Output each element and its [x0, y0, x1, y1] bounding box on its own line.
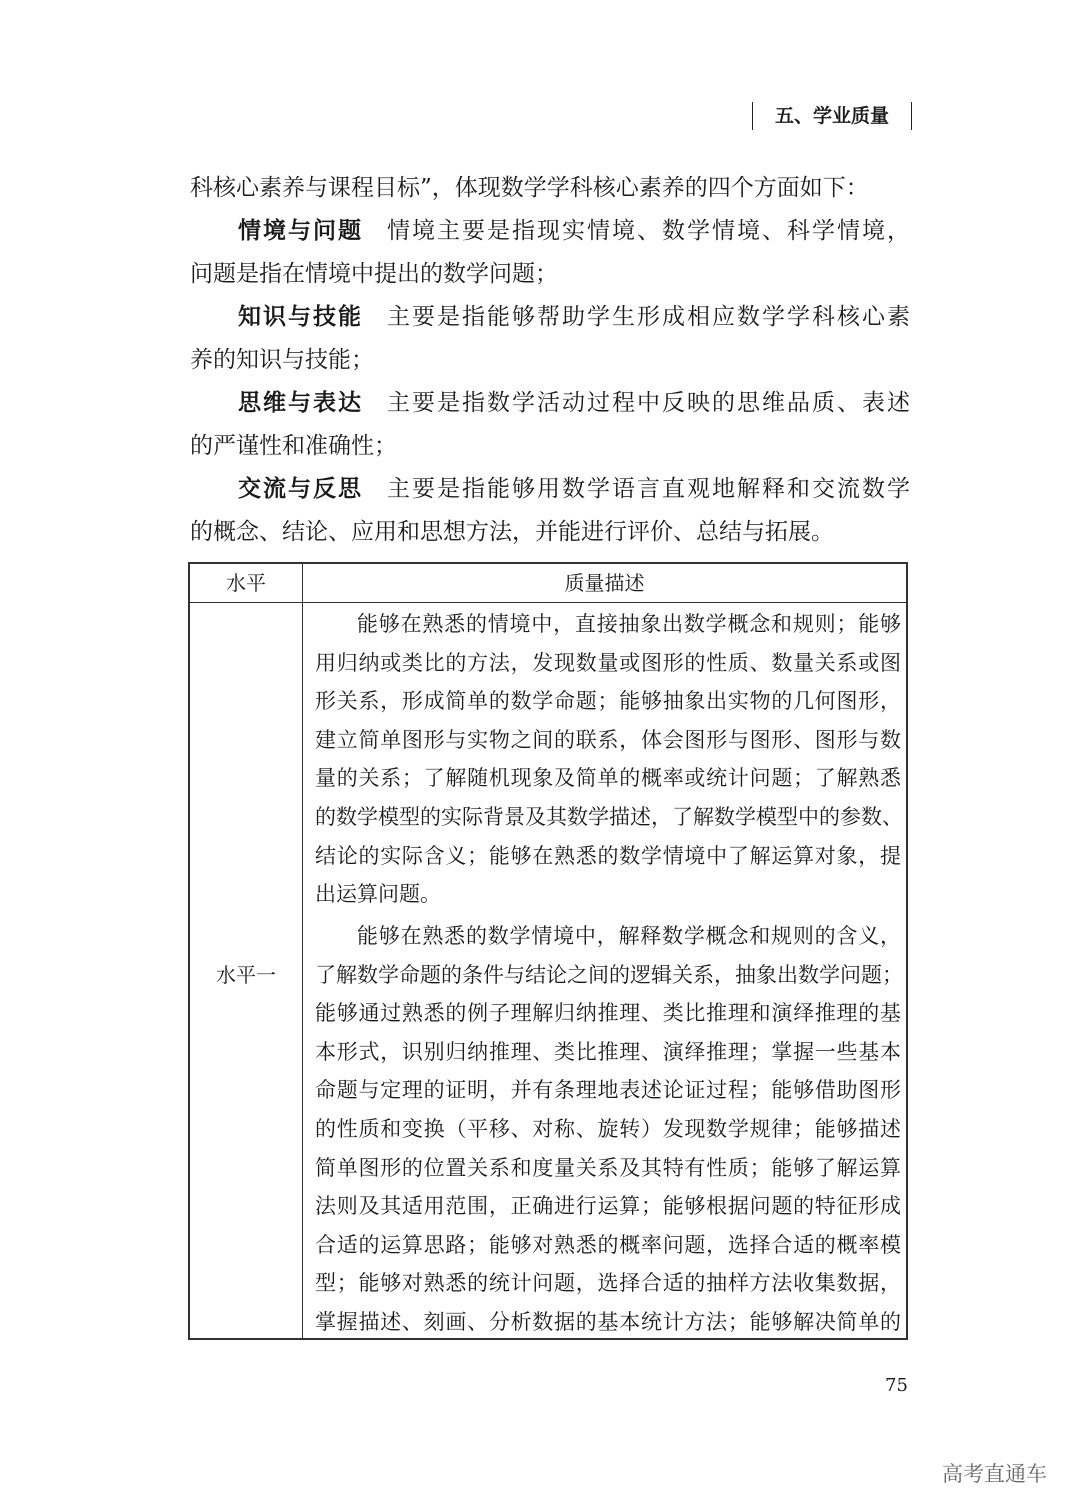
description-line: 结论的实际含义；能够在熟悉的数学情境中了解运算对象，提 — [315, 843, 901, 868]
quality-table — [188, 562, 908, 1340]
item-continuation-line: 的严谨性和准确性； — [190, 433, 397, 459]
description-line: 形关系，形成简单的数学命题；能够抽象出实物的几何图形， — [315, 689, 901, 714]
header-description: 质量描述 — [564, 571, 645, 595]
header-divider — [190, 602, 906, 603]
description-line: 掌握描述、刻画、分析数据的基本统计方法；能够解决简单的 — [315, 1310, 901, 1334]
item-text: 主要是指能够帮助学生形成相应数学学科核心素 — [387, 304, 910, 330]
description-line: 的性质和变换（平移、对称、旋转）发现数学规律；能够描述 — [315, 1117, 901, 1141]
description-line: 命题与定理的证明，并有条理地表述论证过程；能够借助图形 — [315, 1078, 901, 1103]
item-first-line — [238, 474, 910, 504]
level-label: 水平一 — [216, 963, 276, 987]
description-line: 了解数学命题的条件与结论之间的逻辑关系，抽象出数学问题； — [315, 962, 903, 987]
description-line: 能够通过熟悉的例子理解归纳推理、类比推理和演绎推理的基 — [315, 1001, 901, 1026]
description-line: 建立简单图形与实物之间的联系，体会图形与图形、图形与数 — [315, 727, 901, 752]
description-line: 的数学模型的实际背景及其数学描述，了解数学模型中的参数、 — [315, 805, 903, 829]
item-continuation-line: 养的知识与技能； — [190, 347, 374, 373]
item-heading: 思维与表达 — [238, 389, 363, 416]
description-line: 量的关系；了解随机现象及简单的概率或统计问题；了解熟悉 — [315, 766, 901, 791]
item-text: 主要是指能够用数学语言直观地解释和交流数学 — [387, 476, 910, 502]
page-number: 75 — [885, 1375, 908, 1396]
watermark: 高考直通车 — [942, 1462, 1047, 1486]
item-first-line — [238, 216, 910, 246]
description-line: 合适的运算思路；能够对熟悉的概率问题，选择合适的概率模 — [315, 1232, 901, 1257]
item-heading: 交流与反思 — [238, 475, 363, 502]
description-line: 用归纳或类比的方法，发现数量或图形的性质、数量关系或图 — [315, 650, 901, 675]
description-line: 法则及其适用范围，正确进行运算；能够根据问题的特征形成 — [315, 1194, 901, 1219]
item-continuation-line: 问题是指在情境中提出的数学问题； — [190, 261, 558, 287]
item-continuation-line: 的概念、结论、应用和思想方法，并能进行评价、总结与拓展。 — [190, 519, 834, 545]
description-line: 型；能够对熟悉的统计问题，选择合适的抽样方法收集数据， — [315, 1271, 901, 1296]
item-first-line — [238, 388, 910, 418]
description-line: 本形式，识别归纳推理、类比推理、演绎推理；掌握一些基本 — [315, 1039, 901, 1064]
header-level: 水平 — [226, 571, 266, 595]
intro-line: 科核心素养与课程目标”，体现数学学科核心素养的四个方面如下： — [190, 175, 869, 201]
item-text: 情境主要是指现实情境、数学情境、科学情境， — [387, 218, 910, 244]
description-line: 出运算问题。 — [315, 882, 441, 907]
running-header: 五、学业质量 — [752, 102, 912, 130]
item-text: 主要是指数学活动过程中反映的思维品质、表述 — [387, 390, 910, 416]
description-line: 能够在熟悉的情境中，直接抽象出数学概念和规则；能够 — [357, 612, 901, 636]
description-line: 能够在熟悉的数学情境中，解释数学概念和规则的含义， — [357, 924, 901, 948]
item-heading: 情境与问题 — [238, 217, 363, 244]
description-line: 简单图形的位置关系和度量关系及其特有性质；能够了解运算 — [315, 1155, 901, 1180]
item-heading: 知识与技能 — [238, 303, 363, 330]
column-divider — [302, 564, 303, 1338]
item-first-line — [238, 302, 910, 332]
